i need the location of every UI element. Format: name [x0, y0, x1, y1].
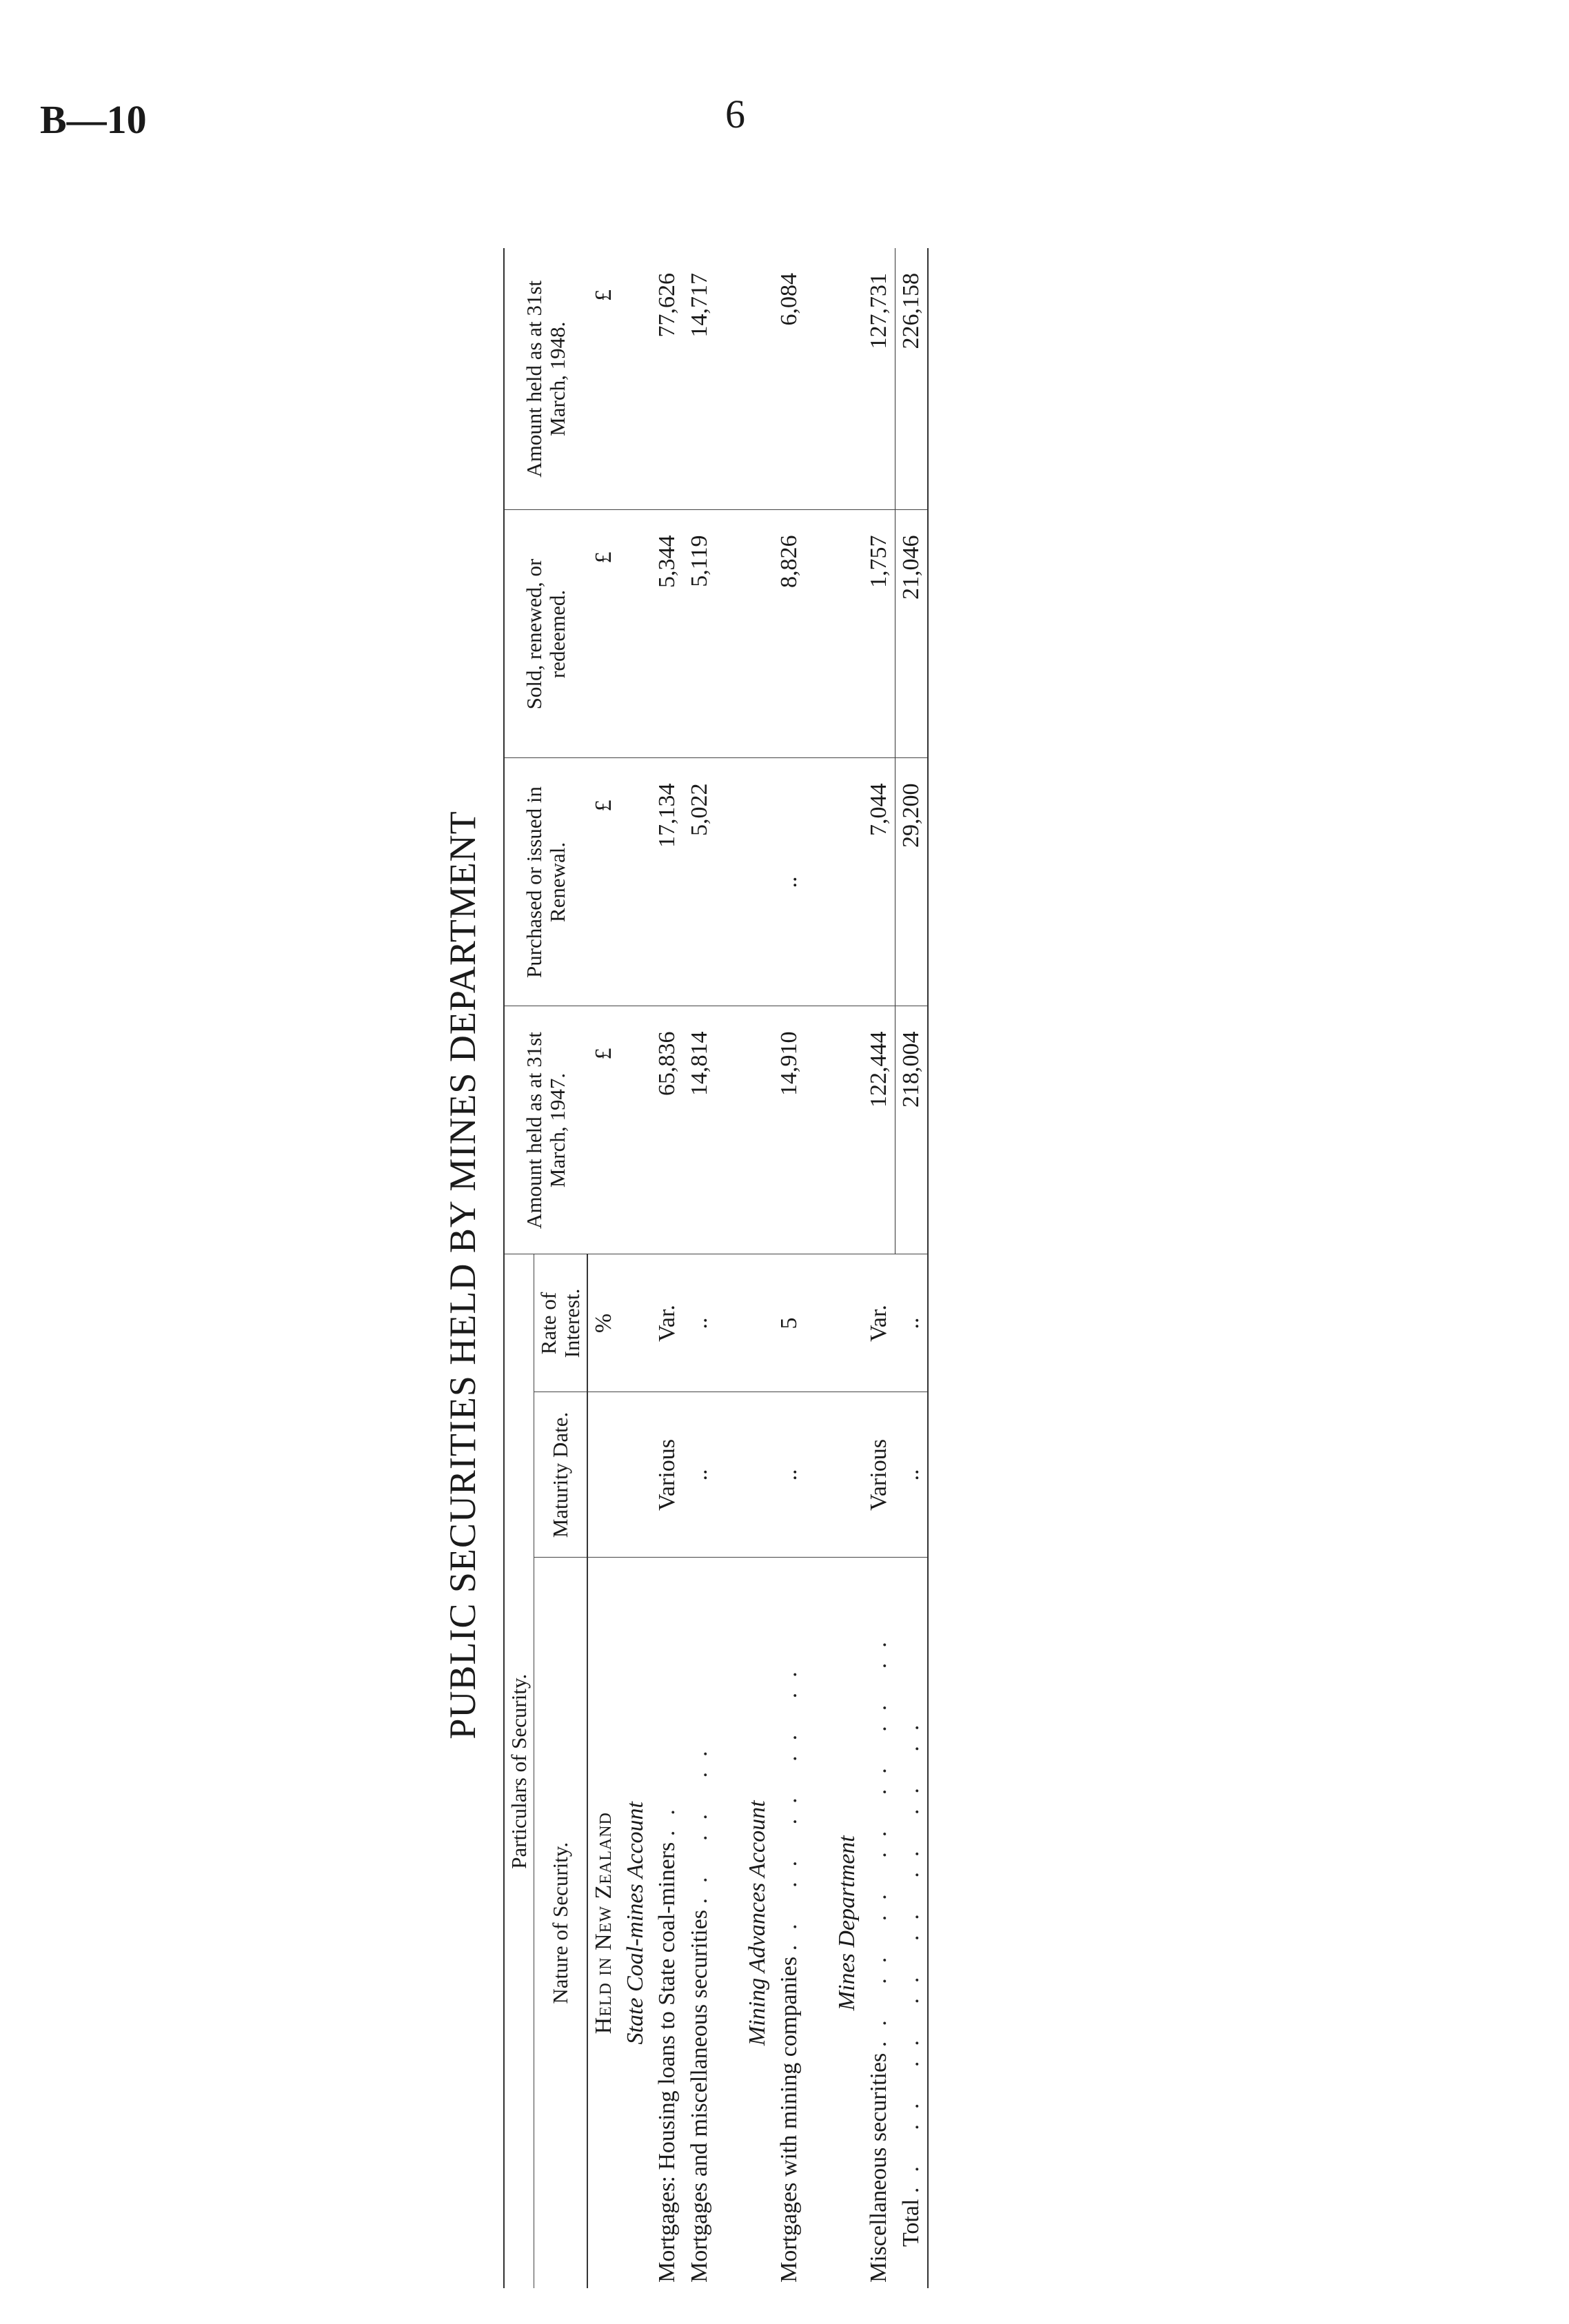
- row-rate: Var.: [863, 1254, 895, 1392]
- money-unit-1948: £: [587, 248, 620, 510]
- document-reference: B—10: [40, 97, 147, 142]
- row-maturity: ..: [773, 1392, 805, 1558]
- money-unit-purchased: £: [587, 758, 620, 1006]
- row-nature: Mortgages: Housing loans to State coal-miners ..: [654, 1794, 680, 2283]
- table-row: [863, 248, 895, 2288]
- row-maturity: ..: [684, 1392, 716, 1558]
- row-held-1947: 14,910: [773, 1006, 805, 1254]
- col-held-1947-header: Amount held as at 31st March, 1947.: [504, 1006, 587, 1254]
- money-unit-1947: £: [587, 1006, 620, 1254]
- money-unit-sold: £: [587, 510, 620, 758]
- table-row: [651, 248, 683, 2288]
- subsection-mining-advances: Mining Advances Account: [744, 1800, 770, 2046]
- total-rate: ..: [895, 1254, 928, 1392]
- row-held-1948: 6,084: [773, 248, 805, 510]
- table-row: [684, 248, 716, 2288]
- row-purchased: ..: [773, 758, 805, 1006]
- securities-table: [503, 248, 929, 2288]
- col-maturity-header: Maturity Date.: [534, 1392, 588, 1558]
- rate-unit: %: [587, 1254, 620, 1392]
- row-held-1947: 122,444: [863, 1006, 895, 1254]
- page-number: 6: [725, 92, 745, 136]
- row-purchased: 7,044: [863, 758, 895, 1006]
- row-nature: Miscellaneous securities .. .. .. .. .. .. ..: [866, 1627, 892, 2283]
- total-held-1948: 226,158: [895, 248, 928, 510]
- section-held-in-nz: Held in New Zealand: [591, 1812, 617, 2035]
- total-row: [895, 248, 928, 2288]
- total-label: Total .. .. .. .. .. .. .. ..: [895, 1558, 928, 2288]
- subsection-row: [620, 248, 651, 2288]
- row-maturity: Various: [651, 1392, 683, 1558]
- row-held-1948: 14,717: [684, 248, 716, 510]
- row-rate: ..: [684, 1254, 716, 1392]
- row-sold: 5,344: [651, 510, 683, 758]
- subsection-mines-department: Mines Department: [833, 1835, 860, 2011]
- row-purchased: 17,134: [651, 758, 683, 1006]
- row-sold: 8,826: [773, 510, 805, 758]
- rotated-table-block: [441, 248, 1268, 2302]
- subsection-coal-mines: State Coal-mines Account: [622, 1801, 649, 2045]
- subsection-row: [742, 248, 773, 2288]
- row-rate: Var.: [651, 1254, 683, 1392]
- row-rate: 5: [773, 1254, 805, 1392]
- col-nature-header: Nature of Security.: [534, 1558, 588, 2288]
- total-sold: 21,046: [895, 510, 928, 758]
- total-purchased: 29,200: [895, 758, 928, 1006]
- row-nature: Mortgages with mining companies .. .. .. .. ..: [776, 1656, 802, 2283]
- table-row: [773, 248, 805, 2288]
- total-held-1947: 218,004: [895, 1006, 928, 1254]
- section-heading-row: [587, 248, 620, 2288]
- total-maturity: ..: [895, 1392, 928, 1558]
- row-held-1948: 77,626: [651, 248, 683, 510]
- particulars-header: Particulars of Security.: [504, 1254, 534, 2288]
- col-purchased-header: Purchased or issued in Renewal.: [504, 758, 587, 1006]
- row-nature: Mortgages and miscellaneous securities .. .. ..: [686, 1735, 712, 2283]
- row-maturity: Various: [863, 1392, 895, 1558]
- row-sold: 5,119: [684, 510, 716, 758]
- col-rate-header: Rate of Interest.: [534, 1254, 588, 1392]
- row-held-1947: 14,814: [684, 1006, 716, 1254]
- table-title: PUBLIC SECURITIES HELD BY MINES DEPARTMENT: [442, 811, 483, 1740]
- col-sold-header: Sold, renewed, or redeemed.: [504, 510, 587, 758]
- col-held-1948-header: Amount held as at 31st March, 1948.: [504, 248, 587, 510]
- subsection-row: [831, 248, 863, 2288]
- row-purchased: 5,022: [684, 758, 716, 1006]
- row-held-1948: 127,731: [863, 248, 895, 510]
- row-sold: 1,757: [863, 510, 895, 758]
- row-held-1947: 65,836: [651, 1006, 683, 1254]
